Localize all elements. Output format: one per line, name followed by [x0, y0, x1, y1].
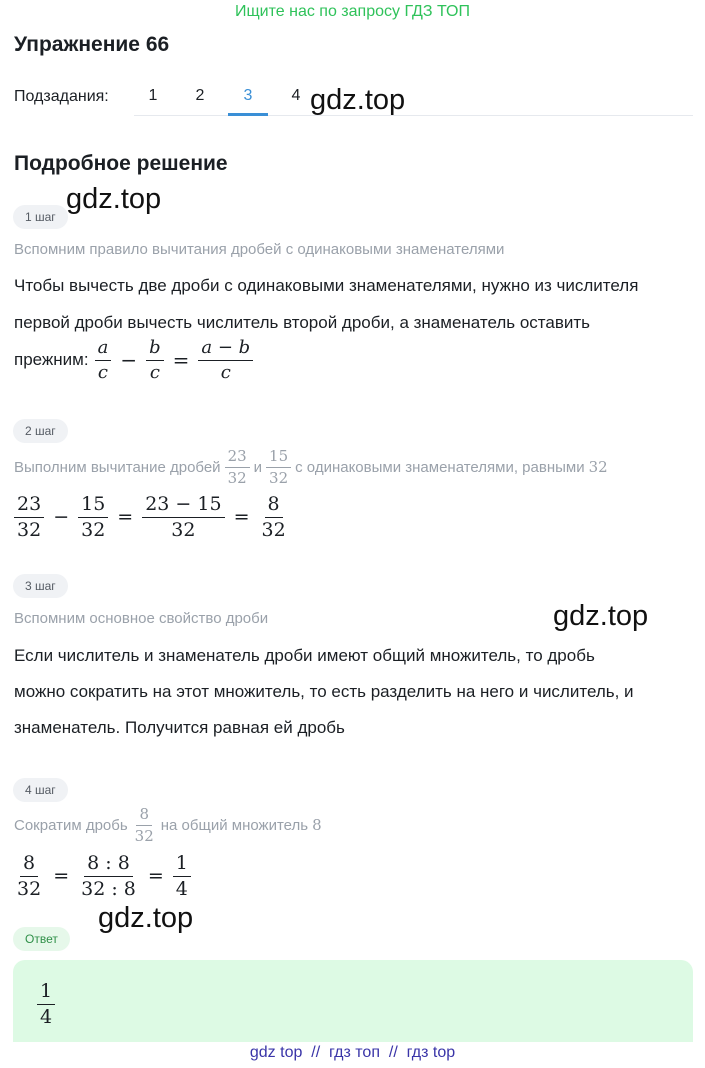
step-1-text-line: прежним: [14, 350, 89, 370]
step-2-chip: 2 шаг [13, 419, 68, 443]
denominator: 32 [17, 518, 42, 541]
watermark: gdz.top [98, 902, 194, 934]
solution-heading: Подробное решение [14, 152, 228, 175]
denominator: c [220, 361, 231, 383]
hint-value: 8 [312, 816, 322, 834]
equals-sign: = [117, 506, 134, 529]
hint-text: на общий множитель [160, 816, 309, 834]
subtask-tab-2[interactable]: 2 [195, 87, 205, 104]
fraction [78, 853, 139, 900]
step-4-hint [14, 806, 322, 844]
numerator: 1 [173, 853, 191, 877]
hint-value: 32 [588, 458, 608, 476]
denominator: 32 [81, 518, 106, 541]
active-tab-indicator [228, 113, 268, 116]
step-1-hint: Вспомним правило вычитания дробей с одинаковыми знаменателями [14, 241, 505, 258]
equals-sign: = [233, 506, 250, 529]
step-1-rule-line [14, 338, 253, 383]
fraction [259, 494, 289, 541]
equals-sign: = [53, 865, 70, 888]
denominator: 32 [134, 826, 154, 845]
watermark: gdz.top [553, 600, 649, 632]
hint-text: Выполним вычитание дробей [14, 458, 221, 476]
step-1-text-line: первой дроби вычесть числитель второй дроби, а знаменатель оставить [14, 313, 591, 332]
numerator: 23 [225, 448, 250, 468]
fraction-a-over-c [95, 338, 112, 383]
numerator: 1 [37, 981, 55, 1005]
denominator: 32 : 8 [81, 877, 136, 900]
denominator: 4 [175, 877, 188, 900]
denominator: c [97, 361, 108, 383]
fraction [173, 853, 191, 900]
step-3-text-line: Если числитель и знаменатель дроби имеют общий множитель, то дробь [14, 646, 595, 665]
hint-text: с одинаковыми знаменателями, равными [295, 458, 585, 476]
fraction [78, 494, 108, 541]
numerator: 8 [136, 806, 152, 826]
step-3-text-line: знаменатель. Получится равная ей дробь [14, 718, 345, 737]
step-2-calculation [14, 494, 289, 541]
numerator: 23 − 15 [142, 494, 224, 518]
numerator: 8 : 8 [84, 853, 133, 877]
subtask-tab-3[interactable]: 3 [243, 87, 253, 104]
equals-sign: = [172, 348, 190, 373]
fraction [14, 853, 44, 900]
hint-text: и [253, 458, 263, 476]
answer-box [13, 960, 693, 1042]
denominator: 32 [269, 468, 289, 487]
numerator: 8 [20, 853, 38, 877]
hint-text: Сократим дробь [14, 816, 128, 834]
step-4-calculation [14, 853, 191, 900]
numerator: 15 [266, 448, 291, 468]
denominator: 32 [261, 518, 286, 541]
numerator: 8 [265, 494, 283, 518]
step-3-chip: 3 шаг [13, 574, 68, 598]
answer-chip: Ответ [13, 927, 70, 951]
exercise-title: Упражнение 66 [14, 33, 170, 56]
denominator: 32 [17, 877, 42, 900]
fraction-23-32 [225, 448, 250, 486]
subtasks-divider [134, 115, 693, 116]
watermark: gdz.top [66, 183, 162, 215]
numerator: 15 [78, 494, 108, 518]
step-1-chip: 1 шаг [13, 205, 68, 229]
answer-fraction [37, 981, 55, 1028]
numerator: 23 [14, 494, 44, 518]
fraction-b-over-c [146, 338, 164, 383]
denominator: 32 [227, 468, 247, 487]
numerator: b [146, 338, 164, 361]
minus-sign: − [120, 348, 138, 373]
minus-sign: − [53, 506, 70, 529]
step-3-hint: Вспомним основное свойство дроби [14, 610, 269, 627]
fraction-15-32 [266, 448, 291, 486]
step-3-text-line: можно сократить на этот множитель, то есть разделить на него и числитель, и [14, 682, 634, 701]
fraction-result [198, 338, 253, 383]
fraction [142, 494, 224, 541]
fraction [14, 494, 44, 541]
denominator: c [149, 361, 160, 383]
denominator: 32 [171, 518, 196, 541]
equals-sign: = [147, 865, 164, 888]
numerator: a − b [198, 338, 253, 361]
step-1-text-line: Чтобы вычесть две дроби с одинаковыми знаменателями, нужно из числителя [14, 276, 639, 295]
subtasks-label: Подзадания: [14, 88, 109, 105]
denominator: 4 [40, 1005, 53, 1028]
subtask-tab-4[interactable]: 4 [291, 87, 301, 104]
step-4-chip: 4 шаг [13, 778, 68, 802]
footer-links[interactable]: gdz top // гдз топ // гдз top [249, 1044, 456, 1061]
fraction-8-32 [132, 806, 157, 844]
watermark: gdz.top [310, 84, 406, 116]
numerator: a [95, 338, 112, 361]
promo-banner[interactable]: Ищите нас по запросу ГДЗ ТОП [235, 3, 470, 20]
subtask-tab-1[interactable]: 1 [148, 87, 158, 104]
step-2-hint [14, 448, 608, 486]
